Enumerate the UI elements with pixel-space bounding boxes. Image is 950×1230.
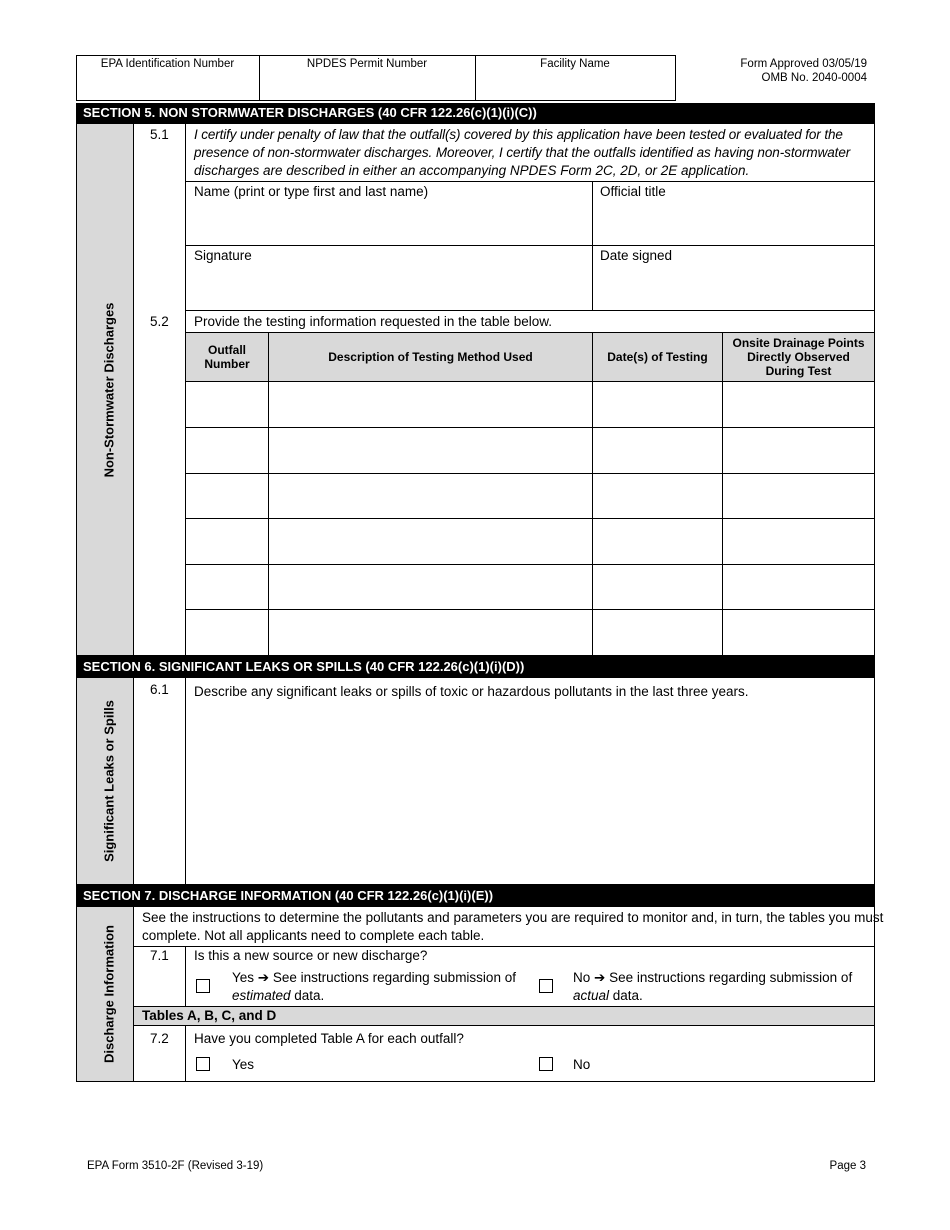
q72-text: Have you completed Table A for each outfall?: [194, 1031, 464, 1046]
section7-intro-line2: complete. Not all applicants need to complete each table.: [142, 928, 485, 943]
q51-text-line2: presence of non-stormwater discharges. Moreover, I certify that the outfalls identified as having non-stormwater: [194, 145, 851, 160]
tables-label: Tables A, B, C, and D: [142, 1008, 277, 1023]
q71-no-line1: No ➔ See instructions regarding submission of: [573, 970, 853, 985]
date-signed-field[interactable]: [593, 266, 873, 309]
footer-page-number: Page 3: [829, 1160, 866, 1172]
col-onsite-line2: Directly Observed: [747, 350, 850, 364]
col-outfall-line2: Number: [204, 357, 250, 371]
col-outfall-line1: Outfall: [208, 343, 246, 357]
q61-number: 6.1: [150, 682, 169, 697]
q71-yes-line2: [232, 988, 324, 1003]
col-outfall-header: [186, 333, 268, 381]
q71-yes-line1: Yes ➔ See instructions regarding submission of: [232, 970, 516, 985]
section7-side-label: Discharge Information: [101, 925, 117, 1063]
facility-label: Facility Name: [540, 58, 610, 70]
official-title-label: Official title: [600, 184, 666, 199]
table-row[interactable]: [186, 382, 874, 427]
q71-yes-data: data.: [290, 988, 325, 1003]
signature-field[interactable]: [186, 266, 591, 309]
q51-text-line3: discharges are described in either an accompanying NPDES Form 2C, 2D, or 2E application.: [194, 163, 750, 178]
date-signed-label: Date signed: [600, 248, 673, 263]
name-label: Name (print or type first and last name): [194, 184, 429, 199]
q71-no-data: data.: [609, 988, 643, 1003]
table-row[interactable]: [186, 474, 874, 518]
name-field[interactable]: [186, 202, 591, 244]
section7-intro-line1: See the instructions to determine the pollutants and parameters you are required to monitor and, in turn, the tables you must: [142, 910, 884, 925]
col-onsite-header: [723, 333, 874, 381]
q72-no-checkbox[interactable]: [539, 1057, 553, 1071]
q71-yes-estimated: estimated: [232, 988, 291, 1003]
table-row[interactable]: [186, 519, 874, 564]
q71-no-line2: [573, 988, 643, 1003]
table-row[interactable]: [186, 610, 874, 655]
q71-no-checkbox[interactable]: [539, 979, 553, 993]
q71-number: 7.1: [150, 948, 169, 963]
epa-id-label: EPA Identification Number: [100, 58, 235, 70]
form-approved: Form Approved 03/05/19: [740, 58, 867, 70]
q61-text: Describe any significant leaks or spills of toxic or hazardous pollutants in the last three years.: [194, 684, 749, 699]
q51-number: 5.1: [150, 127, 169, 142]
section5-title: SECTION 5. NON STORMWATER DISCHARGES (40 CFR 122.26(c)(1)(i)(C)): [76, 103, 875, 124]
q71-text: Is this a new source or new discharge?: [194, 948, 428, 963]
section6-side-label: Significant Leaks or Spills: [101, 700, 117, 862]
table-row[interactable]: [186, 565, 874, 609]
col-onsite-line1: Onsite Drainage Points: [732, 336, 865, 350]
q72-no-label: No: [573, 1057, 591, 1072]
col-method-header: Description of Testing Method Used: [328, 350, 533, 364]
q51-text-line1: I certify under penalty of law that the outfall(s) covered by this application have been tested or evaluated for the: [194, 127, 843, 142]
official-title-field[interactable]: [593, 202, 873, 244]
q52-text: Provide the testing information requested in the table below.: [194, 314, 552, 329]
q71-yes-checkbox[interactable]: [196, 979, 210, 993]
q72-yes-label: Yes: [232, 1057, 255, 1072]
section7-title: SECTION 7. DISCHARGE INFORMATION (40 CFR 122.26(c)(1)(i)(E)): [76, 884, 875, 907]
q72-number: 7.2: [150, 1031, 169, 1046]
table-row[interactable]: [186, 428, 874, 473]
q71-no-actual: actual: [573, 988, 610, 1003]
q72-yes-checkbox[interactable]: [196, 1057, 210, 1071]
col-onsite-line3: During Test: [765, 364, 832, 378]
omb-number: OMB No. 2040-0004: [761, 72, 867, 84]
section5-side-label: Non-Stormwater Discharges: [101, 302, 117, 478]
footer-form-number: EPA Form 3510-2F (Revised 3-19): [87, 1160, 264, 1172]
leaks-spills-field[interactable]: [186, 704, 874, 882]
section6-title: SECTION 6. SIGNIFICANT LEAKS OR SPILLS (40 CFR 122.26(c)(1)(i)(D)): [76, 655, 875, 678]
signature-label: Signature: [194, 248, 252, 263]
npdes-label: NPDES Permit Number: [306, 58, 428, 70]
col-dates-header: Date(s) of Testing: [607, 350, 708, 364]
q52-number: 5.2: [150, 314, 169, 329]
